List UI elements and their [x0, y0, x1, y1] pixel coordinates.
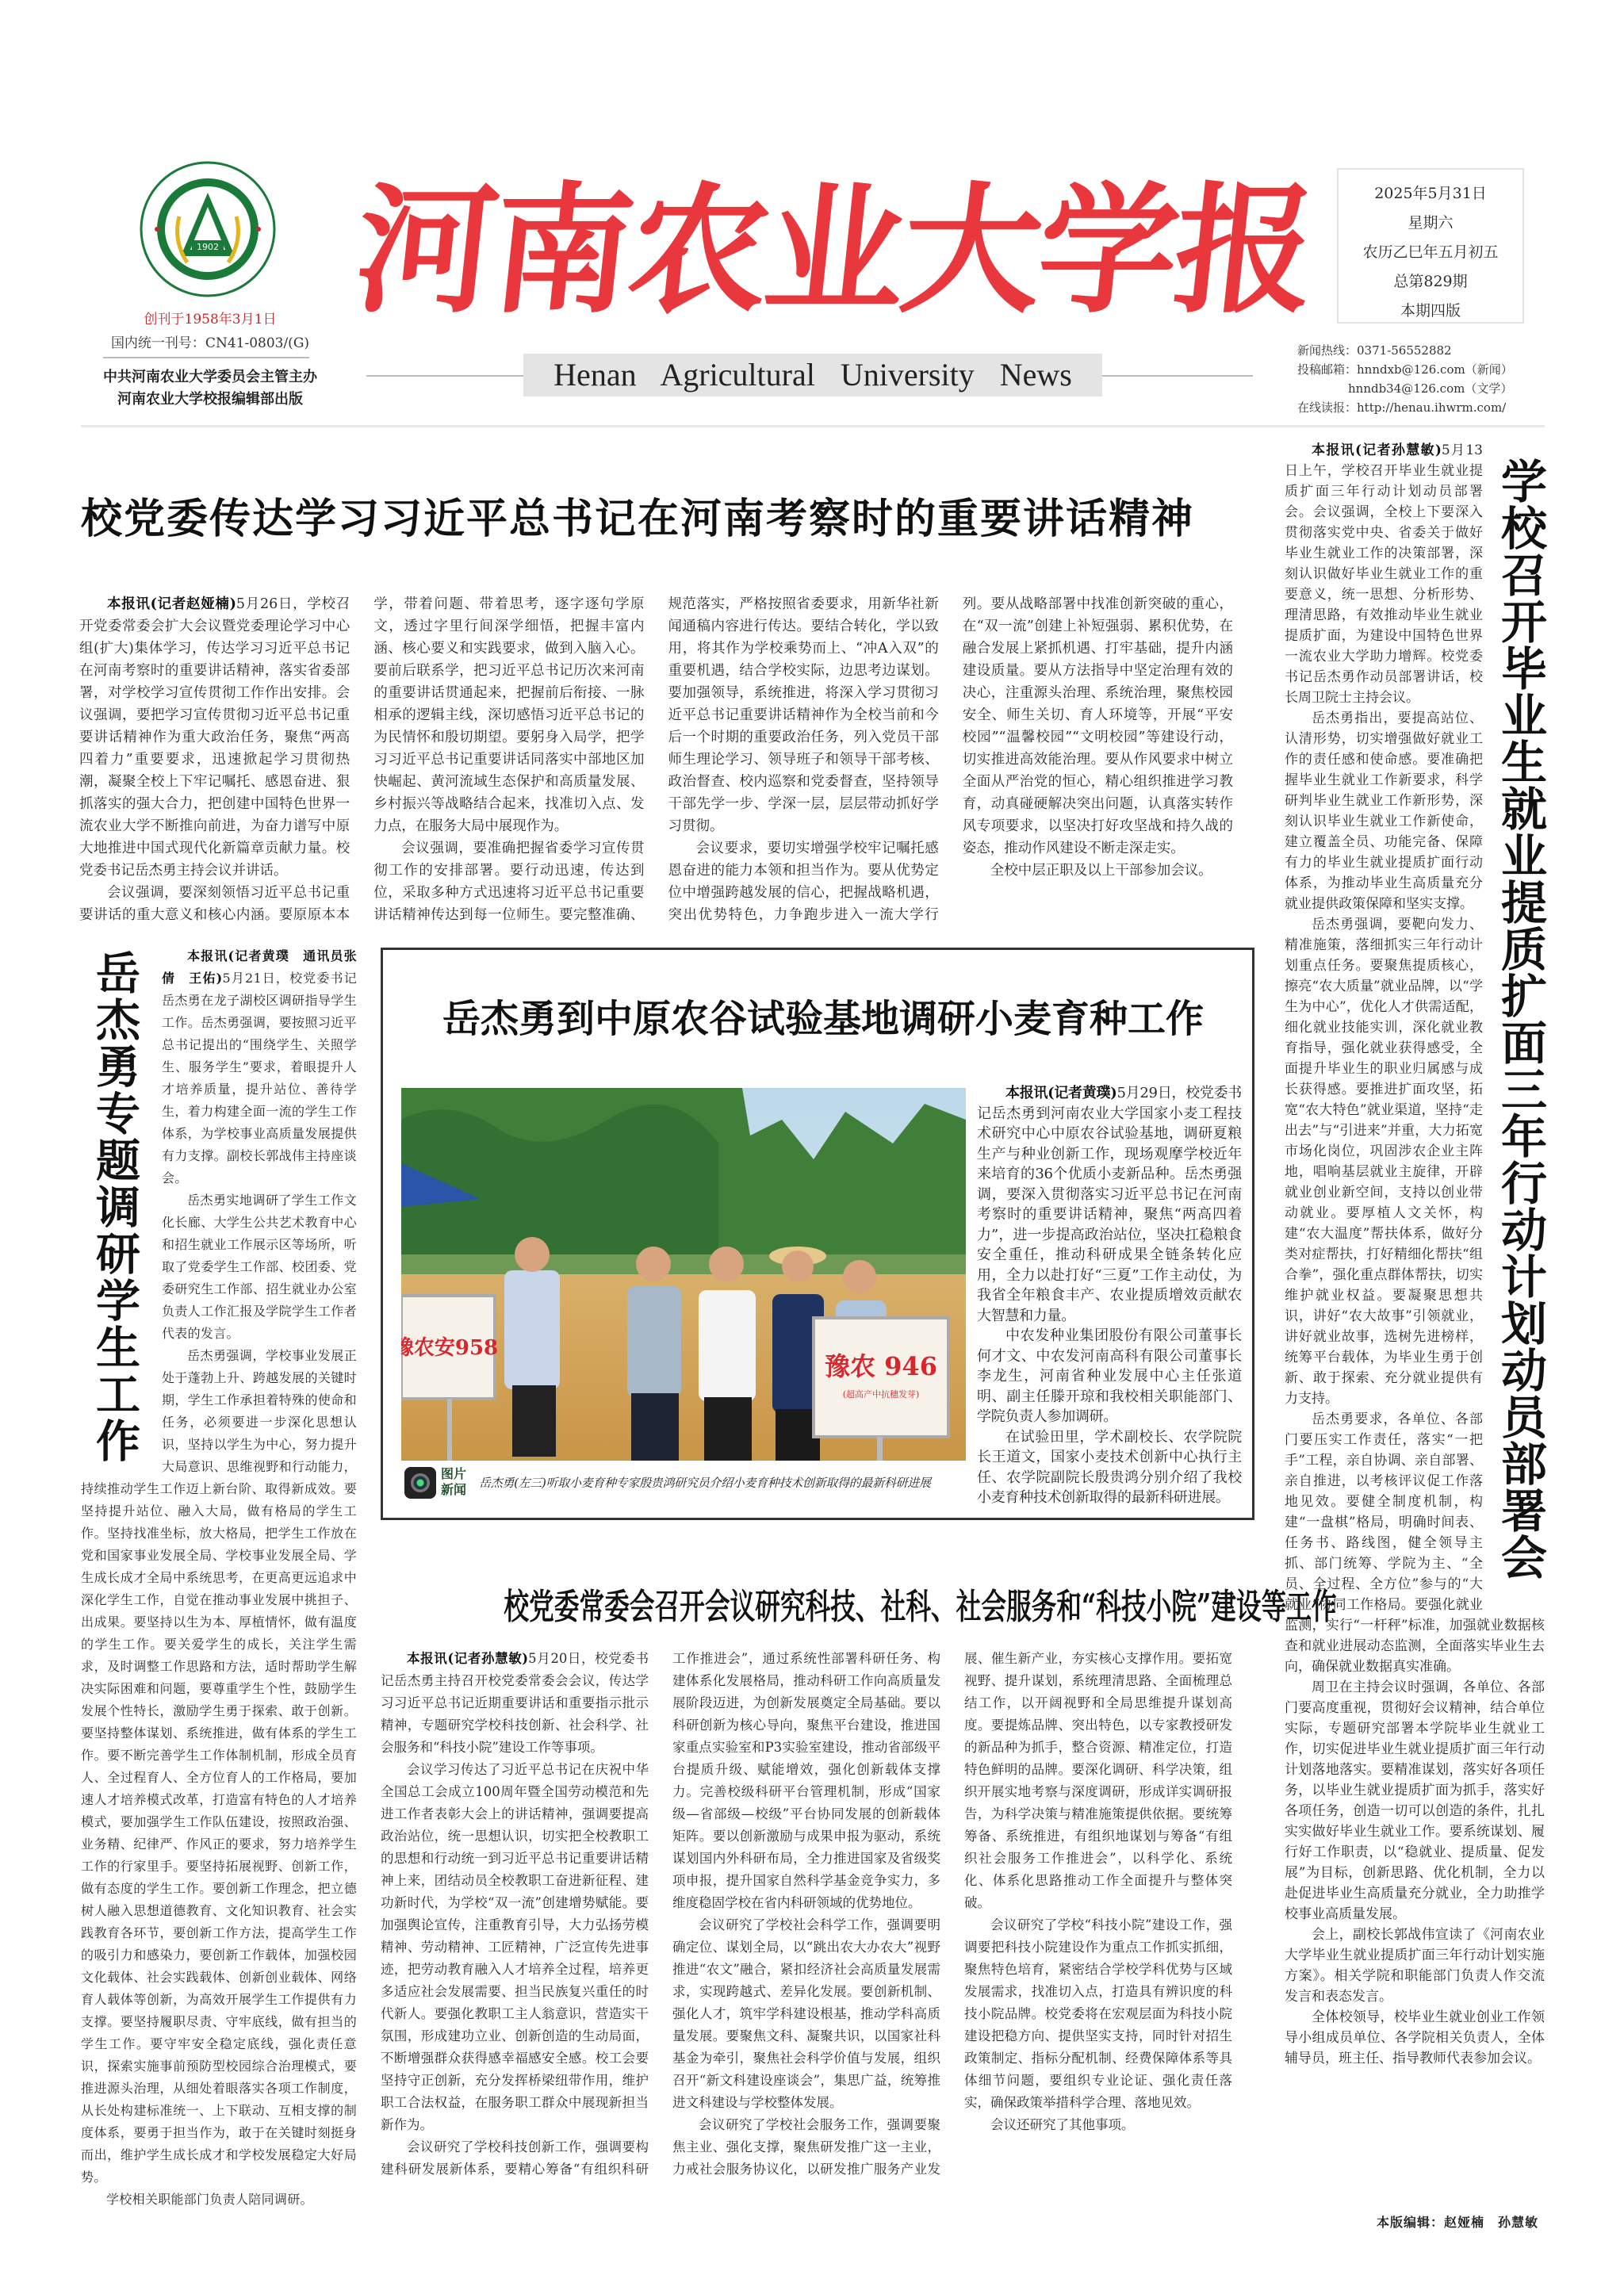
paragraph: 会议强调，要深刻领悟习近平总书记重要讲话的重大意义和核心内涵。要原原本本学，带着问题、带着思考，逐字逐句学原文，透过字里行间深学细悟，把握丰富内涵、核心要义和实践要求，做到入脑入心。要前后联系学，把习近平总书记历次来河南的重要讲话贯通起来，把握前后衔接、一脉相承的逻辑主线，深切感悟习近平总书记的为民情怀和殷切期望。要躬身入局学，把学习习近平总书记重要讲话同落实中部地区加快崛起、黄河流域生态保护和高质量发展、乡村振兴等战略结合起来，找准切入点、发力点，在服务大局中展现作为。 — [79, 596, 645, 923]
article-student-work — [81, 945, 357, 2211]
email-news[interactable]: 投稿邮箱：hnndxb@126.com（新闻） — [1297, 362, 1513, 377]
paragraph: 会上，副校长郭战伟宣读了《河南农业大学毕业生就业提质扩面三年行动计划实施方案》。相关学院和职能部门负责人作交流发言和表态发言。 — [1285, 1927, 1545, 2005]
paragraph: 岳杰勇要求，各单位、各部门要压实工作责任，落实“一把手”工程，亲自协调、亲自部署、亲自推进，以考核评议促工作落地见效。要健全制度机制，构建“一盘棋”格局，明确时间表、任务书、路线图，健全领导主抓、部门统筹、学院为主、“全员、全过程、全方位”参与的“大就业”协同工作格局。要强化就业监测，实行“一杆秤”标准，加强就业数据核查和就业进展动态监测，全面落实毕业生去向，确保就业数据真实准确。 — [1285, 1411, 1545, 1675]
paragraph: 全体校领导，校毕业生就业创业工作领导小组成员单位、各学院相关负责人，全体辅导员，班主任、指导教师代表参加会议。 — [1285, 2009, 1545, 2066]
divider — [1101, 375, 1253, 377]
article-study-speech-body — [79, 593, 1233, 926]
paragraph — [977, 1083, 1242, 1326]
article-standing-committee-body — [381, 1648, 1232, 2181]
contact-info — [1297, 341, 1551, 417]
paragraph-text: 5月29日，校党委书记岳杰勇到河南农业大学国家小麦工程技术研究中心中原农谷试验基地，调研夏粮生产与种业创新工作，现场观摩学校近年来培育的36个优质小麦新品种。岳杰勇强调，要深入贯彻落实习近平总书记在河南考察时的重要讲话精神，聚焦“两高四着力”，进一步提高政治站位，坚决扛稳粮食安全重任，推动科研成果全链条转化应用，全力以赴打好“三夏”工作主动仗，为我省全年粮食丰产、农业提质增效贡献农大智慧和力量。 — [977, 1085, 1242, 1324]
headline-graduate-employment: 学校召开毕业生就业提质扩面三年行动计划动员部署会 — [1493, 458, 1547, 1580]
sponsor-info — [83, 366, 337, 411]
sponsor-line: 中共河南农业大学委员会主管主办 — [103, 369, 317, 385]
photo-news-badge: 图片新闻 — [441, 1466, 467, 1497]
paragraph: 会议研究了学校社会科学工作，强调要明确定位、谋划全局，以“跳出农大办农大”视野推进“农文”融合，紧扣经济社会高质量发展需求，实现跨越式、差异化发展。要创新机制、强化人才，筑牢学科建设根基，推动学科高质量发展。要聚焦文科、凝聚共识，以国家社科基金为牵引，聚焦社会科学价值与发展，组织召开“新文科建设座谈会”，集思广益，统筹推进文科建设与学校整体发展。 — [672, 1917, 940, 2110]
page-editor-credit: 本版编辑：赵娅楠 孙慧敏 — [1376, 2215, 1538, 2230]
lunar-date: 农历乙巳年五月初五 — [1362, 243, 1499, 261]
university-logo — [140, 161, 276, 297]
paragraph — [79, 593, 350, 882]
news-hotline: 新闻热线：0371-56552882 — [1297, 343, 1452, 358]
email-literature[interactable]: hnndb34@126.com（文学） — [1348, 381, 1513, 396]
article-lead: 本报讯(记者孙慧敏) — [407, 1651, 529, 1666]
headline-study-speech: 校党委传达学习习近平总书记在河南考察时的重要讲话精神 — [81, 495, 1195, 543]
paragraph: 会议要求，要切实增强学校牢记嘱托感恩奋进的能力本领和担当作为。要从优势定位中增强跨越发展的信心，把握战略机遇，突出优势特色，力争跑步进入一流大学行列。要从战略部署中找准创新突破的重心，在“双一流”创建上补短强弱、累积优势，在融合发展上紧抓机遇、打牢基础，提升内涵建设质量。要从方法指导中坚定治理有效的决心，注重源头治理、系统治理，聚焦校园安全、师生关切、育人环境等，开展“平安校园”“温馨校园”“文明校园”等建设行动，切实推进高效能治理。要从作风要求中树立全面从严治党的恒心，精心组织推进学习教育，动真碰硬解决突出问题，认真落实转作风专项要求，以坚决打好攻坚战和持久战的姿态，推动作风建设不断走深走实。 — [668, 596, 1233, 923]
svg-text:1902: 1902 — [197, 242, 219, 252]
article-lead: 本报讯(记者黄璞 通讯员张倩 王佑) — [162, 948, 357, 986]
publisher-line: 河南农业大学校报编辑部出版 — [117, 391, 303, 408]
article-graduate-employment — [1285, 440, 1545, 2069]
paragraph — [381, 1648, 649, 1759]
sign-left-text: 豫农安958 — [401, 1336, 499, 1360]
paragraph: 岳杰勇实地调研了学生工作文化长廊、大学生公共艺术教育中心和招生就业工作展示区等场所，听取了党委学生工作部、校团委、党委研究生工作部、招生就业办公室负责人工作汇报及学院学生工作者代表的发言。 — [162, 1193, 357, 1341]
article-lead: 本报讯(记者孙慧敏) — [1312, 442, 1442, 458]
online-reading-link[interactable]: 在线读报：http://henau.ihwrm.com/ — [1297, 400, 1507, 415]
photo-caption: 岳杰勇(左三)听取小麦育种专家殷贵鸿研究员介绍小麦育种技术创新取得的最新科研进展 — [479, 1476, 931, 1490]
paragraph: 会议还研究了其他事项。 — [990, 2117, 1135, 2132]
paragraph: 全校中层正职及以上干部参加会议。 — [990, 863, 1212, 879]
paragraph: 岳杰勇指出，要提高站位、认清形势，切实增强做好就业工作的责任感和使命感。要准确把握毕业生就业工作新要求，科学研判毕业生就业工作新形势，深刻认识毕业生就业工作新使命，建立覆盖全员、功能完备、保障有力的毕业生就业提质扩面行动体系，为推动毕业生高质量充分就业提供政策保障和坚实支撑。 — [1285, 710, 1483, 912]
divider — [103, 357, 309, 358]
paragraph: 学校相关职能部门负责人陪同调研。 — [106, 2192, 313, 2207]
camera-icon — [404, 1467, 436, 1499]
paragraph: 在试验田里，学术副校长、农学院院长王道文，国家小麦技术创新中心执行主任、农学院副院长殷贵鸿分别介绍了我校小麦育种技术创新取得的最新科研进展。 — [977, 1428, 1242, 1506]
masthead-title: 河南农业大学报 — [348, 168, 1320, 332]
paragraph-text: 5月26日，学校召开党委常委会扩大会议暨党委理论学习中心组(扩大)集体学习，传达学习习近平总书记在河南考察时的重要讲话精神，落实省委部署，对学校学习宣传贯彻工作作出安排。会议强调，要把学习宣传贯彻习近平总书记重要讲话精神作为重大政治任务，聚焦“两高四着力”重要要求，迅速掀起学习贯彻热潮，凝聚全校上下牢记嘱托、感恩奋进、狠抓落实的强大合力，把创建中国特色世界一流农业大学不断推向前进，为奋力谱写中原大地推进中国式现代化新篇章贡献力量。校党委书记岳杰勇主持会议并讲话。 — [79, 596, 350, 879]
paragraph: 会议强调，要准确把握省委学习宣传贯彻工作的安排部署。要行动迅速，传达到位，采取多种方式迅速将习近平总书记重要讲话精神传达到每一位师生。要完整准确、规范落实，严格按照省委要求，用新华社新闻通稿内容进行传达。要结合转化，学以致用，将其作为学校乘势而上、“冲A入双”的重要机遇，结合学校实际，边思考边谋划。要加强领导，系统推进，将深入学习贯彻习近平总书记重要讲话精神作为全校当前和今后一个时期的重要政治任务，列入党员干部师生理论学习、领导班子和领导干部考核、政治督查、校内巡察和党委督查，坚持领导干部先学一步、学深一层，层层带动抓好学习贯彻。 — [373, 596, 939, 923]
paragraph: 会议研究了学校“科技小院”建设工作，强调要把科技小院建设作为重点工作抓实抓细，聚焦特色培育，紧密结合学校学科优势与区域发展需求，找准切入点，打造具有辨识度的科技小院品牌。校党委将在宏观层面为科技小院建设把稳方向、提供坚实支持，同时针对招生政策制定、指标分配机制、经费保障体系等具体细节问题，要组织专业论证、强化责任落实，确保政策举措科学合理、落地见效。 — [964, 1917, 1232, 2110]
header-divider — [81, 425, 1545, 427]
divider — [366, 375, 525, 377]
issn-number: 国内统一刊号：CN41-0803/(G) — [110, 335, 310, 351]
weekday: 星期六 — [1408, 214, 1454, 232]
english-title: Henan Agricultural University News — [523, 354, 1102, 396]
issue-number: 总第829期 — [1393, 273, 1468, 290]
headline-standing-committee: 校党委常委会召开会议研究科技、社科、社会服务和“科技小院”建设等工作 — [504, 1587, 1337, 1627]
headline-student-work: 岳杰勇专题调研学生工作 — [89, 949, 141, 1465]
paragraph-text: 5月13日上午，学校召开毕业生就业提质扩面三年行动计划动员部署会。会议强调，全校上下要深入贯彻落实党中央、省委关于做好毕业生就业工作的决策部署，深刻认识做好毕业生就业工作的重要意义，统一思想、分析形势、理清思路，有效推动毕业生就业提质扩面，为建设中国特色世界一流农业大学助力增辉。校党委书记岳杰勇作动员部署讲话，校长周卫院士主持会议。 — [1285, 442, 1483, 706]
headline-wheat-research: 岳杰勇到中原农谷试验基地调研小麦育种工作 — [442, 997, 1204, 1041]
sign-right-subtext: (超高产中抗穗发芽) — [842, 1389, 920, 1400]
paragraph: 会议研究了学校科技创新工作，强调要构建科研发展新体系，要精心筹备“有组织科研工作推进会”，通过系统性部署科研任务、构建体系化发展格局，推动科研工作向高质量发展阶段迈进，为创新发展奠定全局基础。要以科研创新为核心导向，聚焦平台建设，推进国家重点实验室和P3实验室建设，推动省部级平台提质升级、赋能增效，强化创新载体支撑力。完善校级科研平台管理机制，形成“国家级—省部级—校级”平台协同发展的创新载体矩阵。要以创新激励与成果申报为驱动，系统谋划国内外科研布局，全力推进国家及省级奖项申报，提升国家自然科学基金竞争实力，多维度稳固学校在省内科研领域的优势地位。 — [381, 1651, 940, 2177]
sign-right-text: 豫农 946 — [825, 1351, 937, 1381]
article-lead: 本报讯(记者赵娅楠) — [107, 596, 236, 612]
issue-date-box — [1337, 168, 1524, 324]
paragraph: 周卫在主持会议时强调，各单位、各部门要高度重视，贯彻好会议精神，结合单位实际，专题研究部署本学院毕业生就业工作，切实促进毕业生就业提质扩面三年行动计划落地落实。要精准谋划，落实好各项任务，以毕业生就业提质扩面为抓手，落实好各项任务，创造一切可以创造的条件，扎扎实实做好毕业生就业工作。要系统谋划、履行好工作职责，以“稳就业、提质量、促发展”为目标，创新思路、优化机制，全力以赴促进毕业生高质量充分就业，全力助推学校事业高质量发展。 — [1285, 1679, 1545, 1922]
issue-date: 2025年5月31日 — [1374, 185, 1487, 202]
paragraph: 中农发种业集团股份有限公司董事长何才文、中农发河南高科有限公司董事长李龙生，河南省种业发展中心主任张道明、副主任滕开琼和我校相关职能部门、学院负责人参加调研。 — [977, 1327, 1242, 1425]
article-wheat-research-body — [977, 1083, 1242, 1508]
paragraph-text: 5月21日，校党委书记岳杰勇在龙子湖校区调研指导学生工作。岳杰勇强调，要按照习近平总书记提出的“围绕学生、关照学生、服务学生”要求，着眼提升人才培养质量，提升站位、善待学生，着力构建全面一流的学生工作体系，为学校事业高质量发展提供有力支撑。副校长郭战伟主持座谈会。 — [162, 971, 357, 1185]
paragraph-text: 5月20日，校党委书记岳杰勇主持召开校党委常委会会议，传达学习习近平总书记近期重要讲话和重要指示批示精神，专题研究学校科技创新、社会科学、社会服务和“科技小院”建设工作等事项。 — [381, 1651, 649, 1755]
wheat-field-photo — [401, 1088, 966, 1461]
paragraph: 岳杰勇强调，要靶向发力、精准施策，落细抓实三年行动计划重点任务。要聚焦提质核心，擦亮“农大质量”就业品牌，以“学生为中心”，优化人才供需适配，细化就业技能实训，深化就业教育指导，强化就业获得感受，全面提升毕业生的职业归属感与成长获得感。要推进扩面攻坚，拓宽“农大特色”就业渠道，坚持“走出去”与“引进来”并重，大力拓宽市场化岗位，巩固涉农企业主阵地，唱响基层就业主旋律，开辟就业创业新空间，支持以创业带动就业。要厚植人文关怀，构建“农大温度”帮扶体系，做好分类对症帮扶，打好精细化帮扶“组合拳”，强化重点群体帮扶，切实维护就业权益。要凝聚思想共识，讲好“农大故事”引领就业，讲好就业故事，选树先进榜样，统筹平台载体，为毕业生勇于创新、敢于探索、充分就业提供有力支持。 — [1285, 917, 1483, 1407]
paragraph: 岳杰勇强调，学校事业发展正处于蓬勃上升、跨越发展的关键时期，学生工作承担着特殊的使命和任务，必须要进一步深化思想认识，坚持以学生为中心，努力提升大局意识、思维视野和行动能力，持续推动学生工作迈上新台阶、取得新成效。要坚持提升站位、融入大局，做有格局的学生工作。坚持找准坐标，放大格局，把学生工作放在党和国家事业发展全局、学校事业发展全局、学生成长成才全局中系统思考，在更高更远追求中深化学生工作，自觉在推动事业发展中挑担子、出成果。要坚持以生为本、厚植情怀，做有温度的学生工作。要关爱学生的成长，关注学生需求，及时调整工作思路和方法，适时帮助学生解决实际困难和问题，要尊重学生个性，鼓励学生发展个性特长，激励学生勇于探索、敢于创新。要坚持整体谋划、系统推进，做有体系的学生工作。要不断完善学生工作体制机制，形成全员育人、全过程育人、全方位育人的工作格局，要加速人才培养模式改革，打造富有特色的人才培养模式，要加强学生工作队伍建设，按照政治强、业务精、纪律严、作风正的要求，努力培养学生工作的行家里手。要坚持拓展视野、创新工作，做有态度的学生工作。要创新工作理念，把立德树人融入思想道德教育、文化知识教育、社会实践教育各环节，要创新工作方法，提高学生工作的吸引力和感染力，要创新工作载体，加强校园文化载体、社会实践载体、创新创业载体、网络育人载体等创新，为高效开展学生工作提供有力支撑。要坚持履职尽责、守牢底线，做有担当的学生工作。要守牢安全稳定底线，强化责任意识，探索实施事前预防型校园综合治理模式，要推进源头治理，从细处着眼落实各项工作制度，从长处构建标准统一、上下联动、互相支撑的制度体系，要勇于担当作为，敢于在关键时刻挺身而出，维护学生成长成才和学校发展稳定大好局势。 — [81, 1348, 357, 2185]
paragraph: 会议学习传达了习近平总书记在庆祝中华全国总工会成立100周年暨全国劳动模范和先进工作者表彰大会上的讲话精神，强调要提高政治站位，统一思想认识，切实把全校教职工的思想和行动统一到习近平总书记重要讲话精神上来，团结动员全校教职工奋进新征程、建功新时代，为学校“双一流”创建增势赋能。要加强舆论宣传，注重教育引导，大力弘扬劳模精神、劳动精神、工匠精神，广泛宣传先进事迹，把劳动教育融入人才培养全过程，培养更多适应社会发展需要、担当民族复兴重任的时代新人。要强化教职工主人翁意识，营造实干氛围，形成建功立业、创新创造的生动局面，不断增强群众获得感幸福感安全感。校工会要坚持守正创新，充分发挥桥梁纽带作用，维护职工合法权益，在服务职工群众中展现新担当新作为。 — [381, 1762, 649, 2132]
paragraph: 会议研究了学校社会服务工作，强调要聚焦主业、强化支撑，聚焦研发推广这一主业，力戒社会服务协议化，以研发推广服务产业发展、催生新产业，夯实核心支撑作用。要拓宽视野、提升谋划，系统理清思路、全面梳理总结工作，以开阔视野和全局思维提升谋划高度。要提炼品牌、突出特色，以专家教授研发的新品种为抓手，整合资源、精准定位，打造特色鲜明的品牌。要深化调研、科学决策，组织开展实地考察与深度调研，形成详实调研报告，为科学决策与精准施策提供依据。要统筹筹备、系统推进，有组织地谋划与筹备“有组织社会服务工作推进会”，以科学化、系统化、体系化思路推动工作全面提升与整体突破。 — [672, 1651, 1232, 2177]
article-lead: 本报讯(记者黄璞) — [1005, 1085, 1117, 1101]
founded-date: 创刊于1958年3月1日 — [144, 312, 277, 327]
page-count: 本期四版 — [1400, 302, 1461, 320]
